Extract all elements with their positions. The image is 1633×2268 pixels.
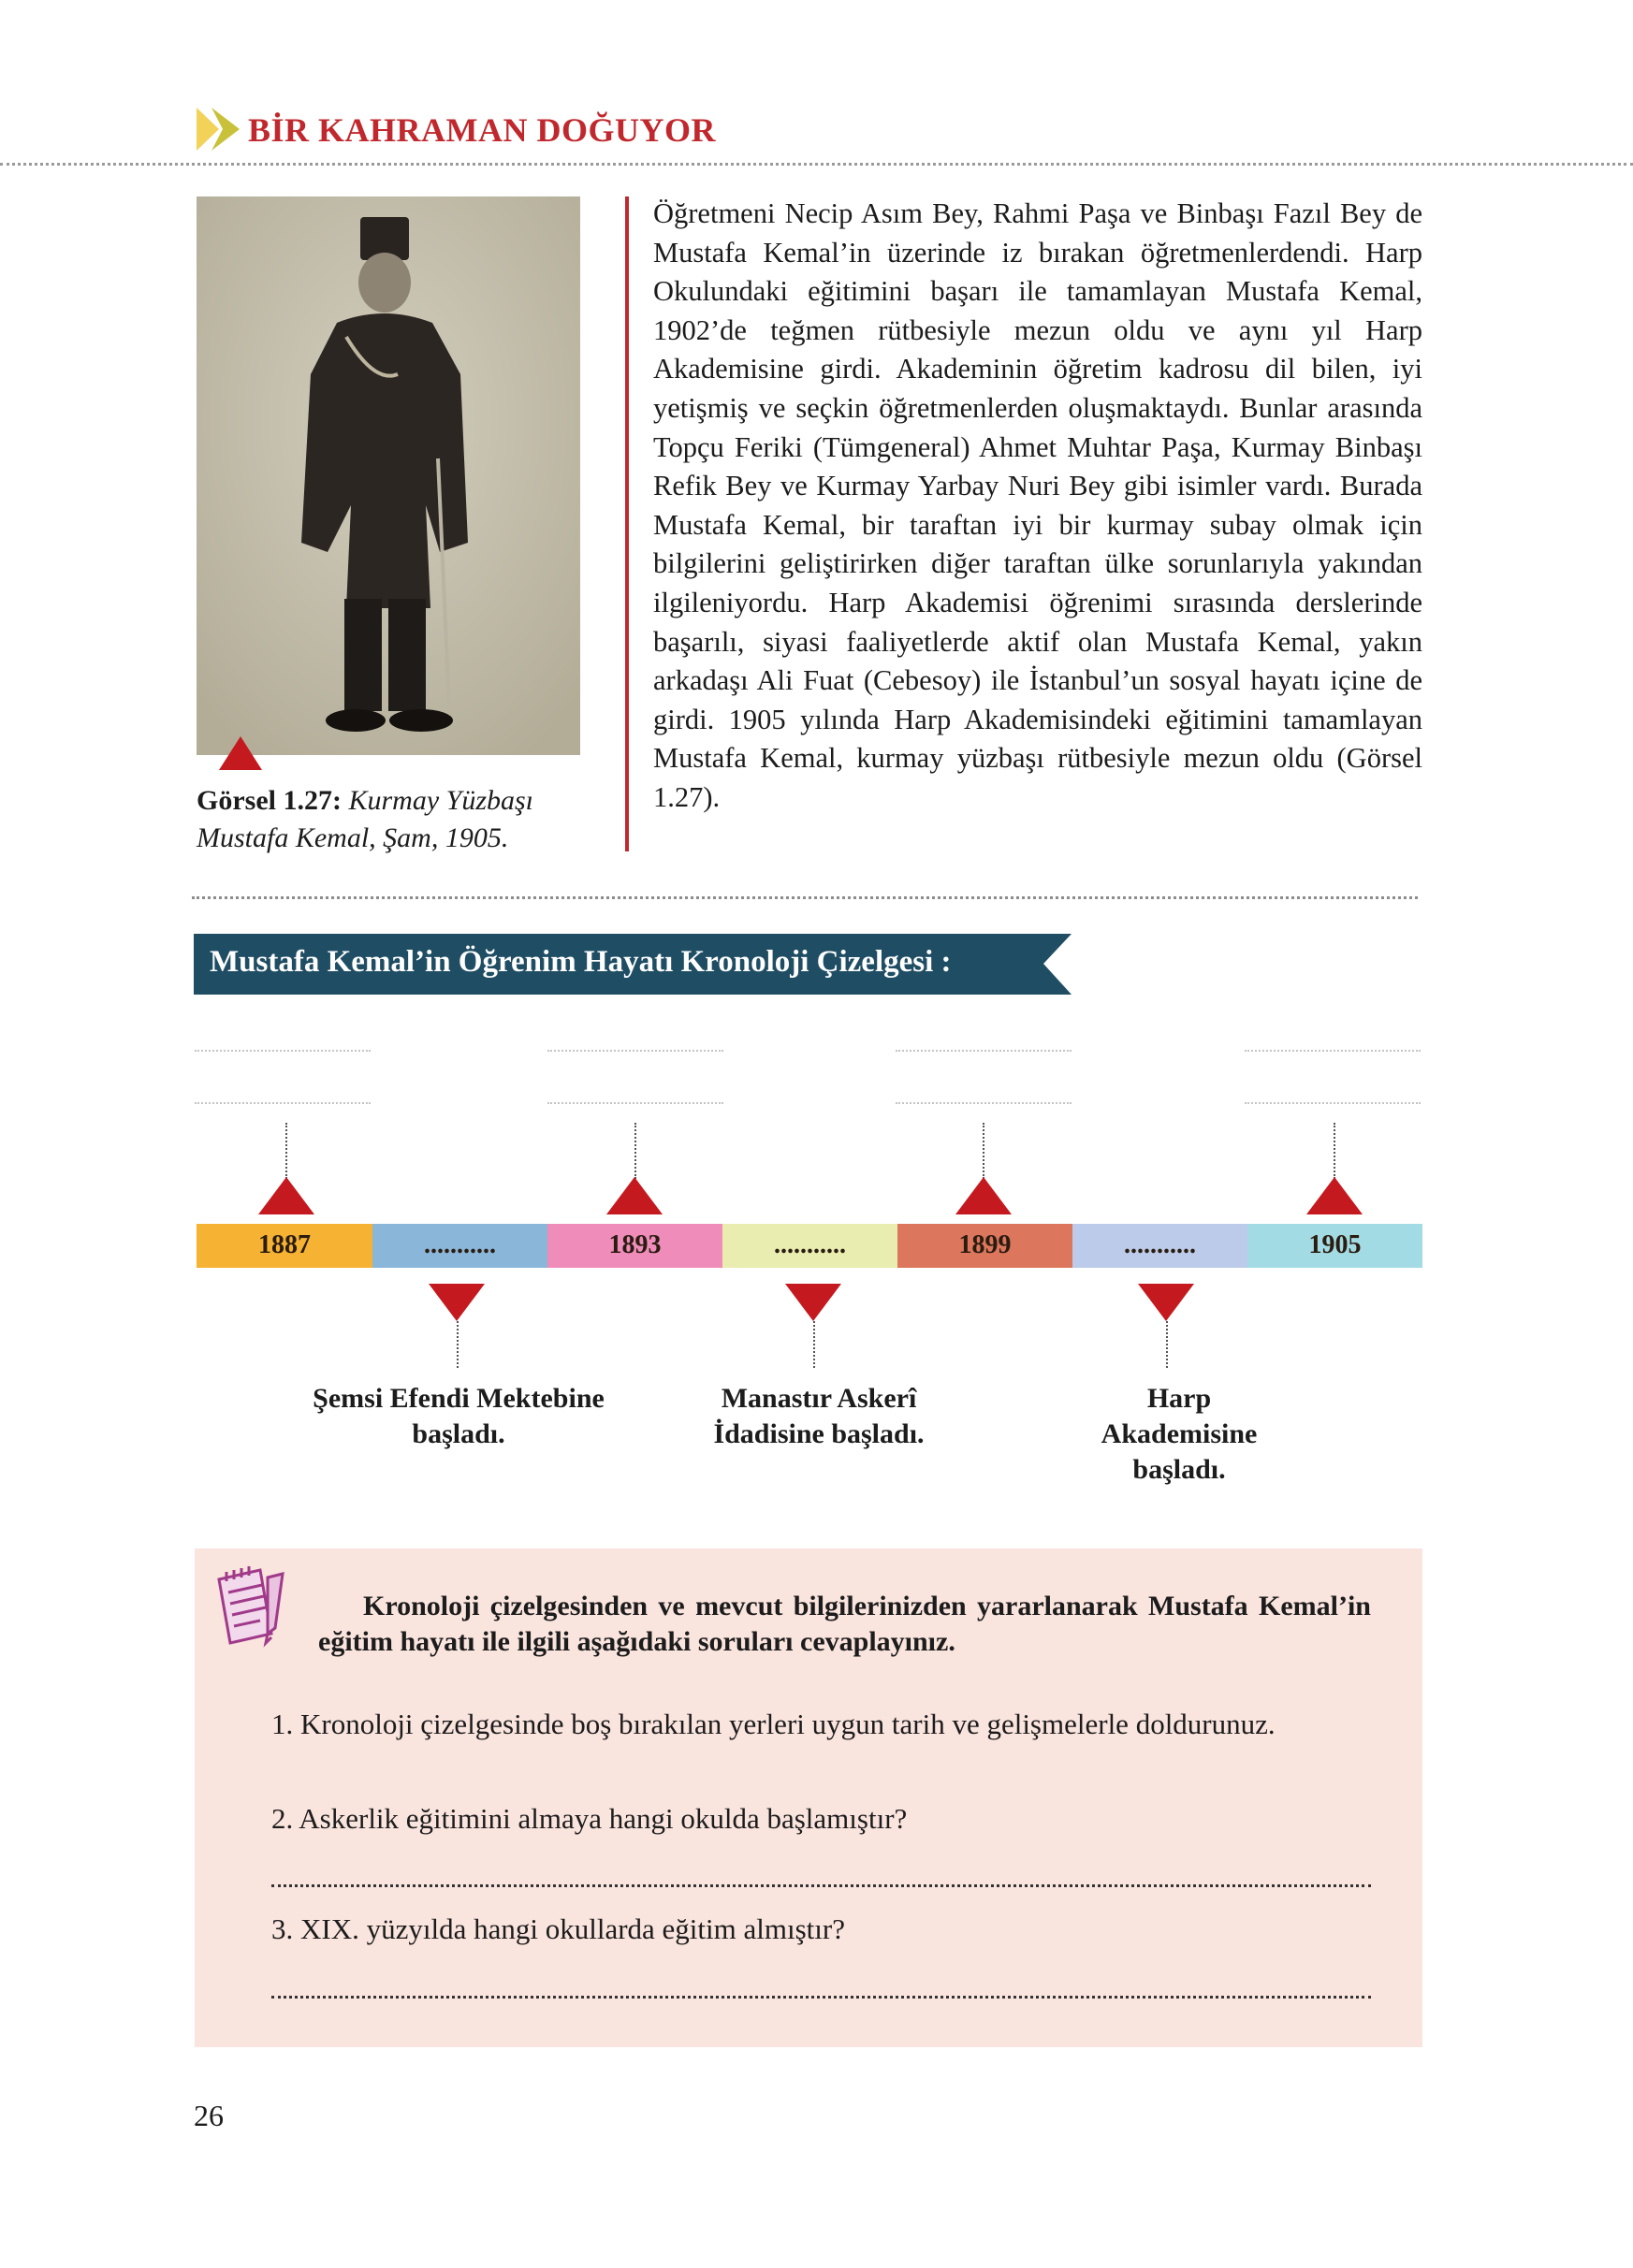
body-paragraph: Öğretmeni Necip Asım Bey, Rahmi Paşa ve Binbaşı Fazıl Bey de Mustafa Kemal’in üzerinde iz bırakan öğretmenlerdendi. Harp Okulundaki eğitimini başarı ile tamamlayan Mustafa Kemal, 1902’de teğmen rütbesiyle mezun oldu ve aynı yıl Harp Akademisine girdi. Akademinin öğretim kadrosu dil bilen, iyi yetişmiş ve seçkin öğretmenlerden oluşmaktaydı. Bunlar arasında Topçu Feriki (Tümgeneral) Ahmet Muhtar Paşa, Kurmay Binbaşı Refik Bey ve Kurmay Yarbay Nuri Bey gibi isimler vardı. Burada Mustafa Kemal, bir taraftan iyi bir kurmay subay olmak için bilgilerini geliştirirken diğer taraftan ülke sorunlarıyla yakından ilgileniyordu. Harp Akademisi öğrenimi sırasında derslerinde başarılı, siyasi faaliyetlerde aktif olan Mustafa Kemal, yakın arkadaşı Ali Fuat (Cebesoy) ile İstanbul’un sosyal hayatı içine de girdi. 1905 yılında Harp Akademisindeki eğitimini tamamlayan Mustafa Kemal, kurmay yüzbaşı rütbesiyle mezun oldu (Görsel 1.27). [653,197,1422,813]
up-triangle-icon [258,1177,314,1214]
timeline-segment: ........... [372,1224,547,1268]
blank-line [1245,1050,1421,1052]
blank-line [195,1050,371,1052]
pointer-line [1334,1123,1335,1179]
blank-line [195,1102,371,1104]
chronology-title: Mustafa Kemal’in Öğrenim Hayatı Kronoloji Çizelgesi : [210,945,952,979]
pointer-line [983,1123,984,1179]
blank-line [896,1050,1072,1052]
page-number: 26 [194,2099,224,2132]
pointer-line [634,1123,636,1179]
pointer-line [1166,1321,1168,1368]
pointer-line [813,1321,815,1368]
portrait-photo [197,196,580,755]
officer-figure-image [197,196,580,755]
timeline-segment: ........... [1072,1224,1247,1268]
section-divider [192,896,1418,899]
question-1: 1. Kronoloji çizelgesinde boş bırakılan yerleri uygun tarih ve gelişmelerle doldurunuz. [271,1708,1276,1740]
timeline-segment: 1887 [197,1224,372,1268]
question-3: 3. XIX. yüzyılda hangi okullarda eğitim almıştır? [271,1912,845,1945]
blank-line [547,1102,723,1104]
question-2: 2. Askerlik eğitimini almaya hangi okulda başlamıştır? [271,1802,908,1835]
notepad-pencil-icon [213,1559,292,1652]
caption-text: Kurmay Yüzbaşı Mustafa Kemal, Şam, 1905. [197,785,534,853]
down-triangle-icon [429,1284,485,1321]
answer-line[interactable] [271,1884,1371,1887]
chapter-arrow-icon [197,108,243,151]
up-triangle-icon [955,1177,1012,1214]
figure-caption [197,782,590,857]
text-accent-bar [625,196,629,851]
up-triangle-icon [1306,1177,1363,1214]
header-divider [0,163,1633,166]
timeline-segment: 1905 [1247,1224,1422,1268]
caption-label: Görsel 1.27: [197,785,342,816]
event-semsi-efendi: Şemsi Efendi Mektebine başladı. [313,1383,605,1449]
pointer-line [457,1321,459,1368]
down-triangle-icon [785,1284,841,1321]
activity-instruction: Kronoloji çizelgesinden ve mevcut bilgilerinizden yararlanarak Mustafa Kemal’in eğitim hayatı ile ilgili aşağıdaki soruları cevaplayınız. [318,1591,1371,1657]
up-triangle-icon [606,1177,663,1214]
blank-line [547,1050,723,1052]
caption-pointer-icon [219,736,262,770]
timeline-segment: 1893 [547,1224,722,1268]
event-manastir-idadisi: Manastır Askerî İdadisine başladı. [713,1383,925,1449]
blank-line [1245,1102,1421,1104]
timeline-segment: ........... [722,1224,897,1268]
pointer-line [285,1123,287,1179]
event-harp-akademisi: Harp Akademisine başladı. [1101,1383,1258,1485]
down-triangle-icon [1138,1284,1194,1321]
blank-line [896,1102,1072,1104]
answer-line[interactable] [271,1996,1371,1999]
chapter-title: BİR KAHRAMAN DOĞUYOR [248,111,716,149]
timeline-segment: 1899 [897,1224,1072,1268]
